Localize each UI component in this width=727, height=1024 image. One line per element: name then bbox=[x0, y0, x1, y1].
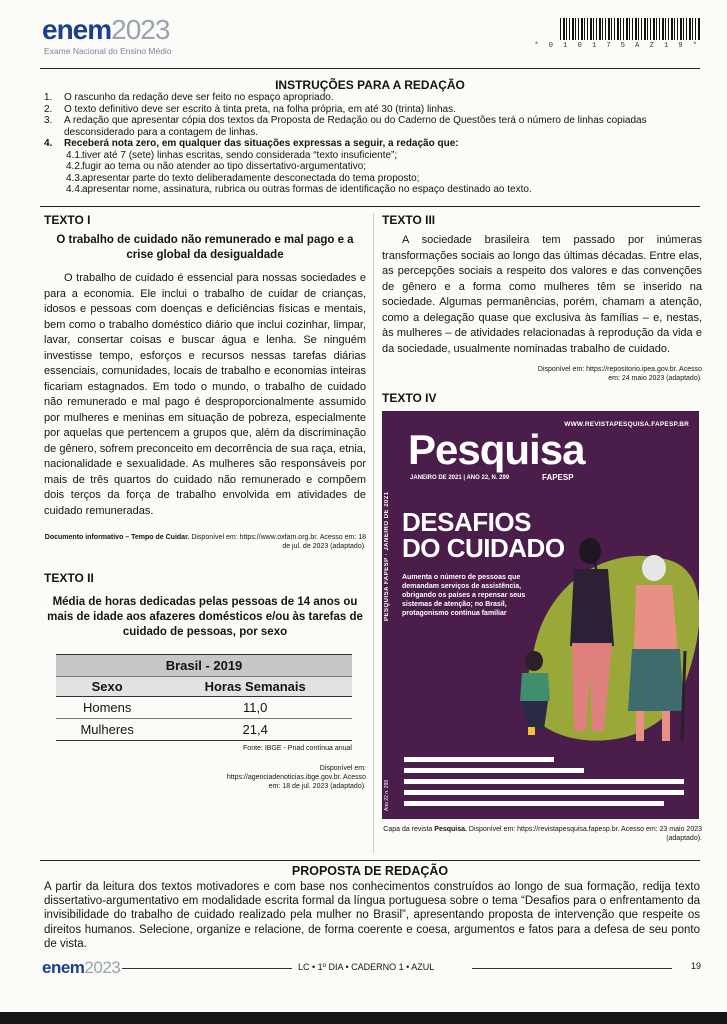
texto3-source: Disponível em: https://repositorio.ipea.gov.br. Acesso em: 24 maio 2023 (adaptado). bbox=[537, 366, 702, 382]
magazine-cover bbox=[382, 411, 699, 819]
right-column bbox=[382, 213, 702, 843]
texto3-label: TEXTO III bbox=[382, 213, 436, 227]
bottom-edge bbox=[0, 1012, 727, 1024]
instructions-title: INSTRUÇÕES PARA A REDAÇÃO bbox=[275, 78, 465, 92]
cover-website: WWW.REVISTAPESQUISA.FAPESP.BR bbox=[564, 421, 689, 428]
column-header-horas: Horas Semanais bbox=[158, 677, 352, 697]
cover-fapesp: FAPESP bbox=[542, 473, 574, 482]
cover-woman-head bbox=[579, 538, 601, 564]
instructions-rule bbox=[40, 206, 700, 207]
cover-woman-top bbox=[570, 569, 614, 646]
texto3-body: A sociedade brasileira tem passado por inúmeras transformações sociais ao longo das últimas décadas. Entre elas, as percepções sociais a respeito dos valores e das convenções de gênero e a forma como mulheres têm se inserido na sociedade. Algumas permanências, porém, chamam a atenção, como a delegação quase que exclusiva às famílias – e, nestas, às mulheres – de atividades relacionadas à reprodução da vida e da sociedade, usualmente nominadas trabalho de cuidado. bbox=[382, 234, 702, 355]
cover-elder-leg bbox=[662, 711, 670, 741]
cover-child-pants bbox=[522, 701, 548, 729]
page-number: 19 bbox=[690, 961, 701, 971]
cover-child-top bbox=[520, 673, 550, 701]
texto1-title: O trabalho de cuidado não remunerado e mal pago e a crise global da desigualdade bbox=[56, 234, 354, 261]
instruction-item: 2. O texto definitivo deve ser escrito à tinta preta, na folha própria, em até 30 (trinta) linhas. bbox=[44, 103, 456, 115]
proposal-rule bbox=[40, 860, 700, 861]
cell-sexo: Mulheres bbox=[56, 719, 158, 741]
cover-child-head bbox=[525, 651, 543, 671]
page-footer bbox=[40, 958, 705, 978]
cover-spine-text: PESQUISA FAPESP · JANEIRO DE 2021 bbox=[384, 491, 390, 621]
cover-elder-leg bbox=[636, 711, 644, 741]
proposal-title: PROPOSTA DE REDAÇÃO bbox=[291, 864, 449, 878]
table-source: Fonte: IBGE - Pnad contínua anual bbox=[243, 745, 352, 752]
texto1-label: TEXTO I bbox=[44, 213, 91, 227]
cover-elder-top bbox=[634, 585, 678, 651]
texto2-source: Disponível em: https://agenciadenoticias.ibge.gov.br. Acesso em: 18 de jul. 2023 (adaptado). bbox=[226, 765, 366, 790]
table-row bbox=[56, 697, 352, 719]
hours-table bbox=[56, 654, 352, 741]
left-column bbox=[44, 213, 366, 791]
instruction-subitem: 4.1. tiver até 7 (sete) linhas escritas, sendo considerada “texto insuficiente”; bbox=[66, 149, 398, 161]
footer-divider bbox=[472, 968, 672, 969]
cell-horas: 11,0 bbox=[158, 697, 352, 719]
cover-date: JANEIRO DE 2021 | ANO 22, N. 299 bbox=[410, 475, 510, 481]
instruction-item: 1. O rascunho da redação deve ser feito no espaço apropriado. bbox=[44, 92, 334, 103]
instruction-item: 4. Receberá nota zero, em qualquer das situações expressas a seguir, a redação que: bbox=[44, 138, 459, 149]
barcode bbox=[560, 18, 700, 40]
instructions-list bbox=[44, 92, 704, 196]
cell-horas: 21,4 bbox=[158, 719, 352, 741]
texto4-label: TEXTO IV bbox=[382, 391, 437, 405]
instruction-subitem: 4.2. fugir ao tema ou não atender ao tipo dissertativo-argumentativo; bbox=[66, 161, 367, 172]
footer-divider bbox=[122, 968, 292, 969]
proposal-text: A partir da leitura dos textos motivadores e com base nos conhecimentos construídos ao longo de sua formação, redija texto dissertativo-argumentativo em modalidade escrita formal da língua portuguesa sobre o tema “Desafios para o enfrentamento da invisibilidade do trabalho de cuidado realizado pela mulher no Brasil”, apresentando proposta de intervenção que respeite os direitos humanos. Selecione, organize e relacione, de forma coerente e coesa, argumentos e fatos para a defesa de seu ponto de vista. bbox=[44, 881, 700, 950]
texto1-body: O trabalho de cuidado é essencial para nossas sociedades e para a economia. Ele inclui o trabalho de cuidar de crianças, idosos e pessoas com doenças e deficiências físicas e mentais, bem como o trabalho doméstico diário que inclui cozinhar, limpar, lavar, consertar coisas e buscar água e lenha. Se ninguém investisse tempo, esforços e recursos nessas tarefas diárias essenciais, comunidades, locais de trabalho e economias inteiras ficariam estagnados. Em todo o mundo, o trabalho de cuidado não remunerado e mal pago é desproporcionalmente assumido por mulheres e meninas em situação de pobreza, especialmente por aquelas que pertencem a grupos que, além da discriminação de gênero, sofrem preconceito em decorrência de sua raça, etnia, nacionalidade e sexualidade. As mulheres são responsáveis por mais de três quartos do cuidado não remunerado e compõem dois terços da força de trabalho envolvida em atividades de cuidado remuneradas. bbox=[44, 272, 366, 517]
cell-sexo: Homens bbox=[56, 697, 158, 719]
cover-redacted-lines bbox=[404, 757, 684, 812]
texto2-title: Média de horas dedicadas pelas pessoas de 14 anos ou mais de idade aos afazeres domésticos e/ou às tarefas de cuidado de pessoas, por sexo bbox=[47, 596, 363, 638]
instruction-item: 3. A redação que apresentar cópia dos textos da Proposta de Redação ou do Caderno de Questões terá o número de linhas copiadas desconsiderado para a contagem de linhas. bbox=[44, 115, 647, 138]
top-rule bbox=[40, 68, 700, 69]
column-header-sexo: Sexo bbox=[56, 677, 158, 697]
barcode-number: * 0 1 0 1 7 5 A Z 1 9 * bbox=[534, 42, 700, 50]
cover-issue-code: Ano 22 n. 299 bbox=[384, 779, 390, 811]
cover-child-shoe bbox=[528, 727, 535, 735]
cover-headline: DESAFIOS DO CUIDADO bbox=[402, 507, 565, 563]
enem-logo: enem2023 bbox=[42, 14, 170, 45]
instruction-subitem: 4.4. apresentar nome, assinatura, rubrica ou outras formas de identificação no espaço destinado ao texto. bbox=[66, 184, 532, 195]
cover-logo: Pesquisa bbox=[408, 426, 585, 473]
footer-logo: enem2023 bbox=[42, 958, 121, 977]
table-caption: Brasil - 2019 bbox=[56, 655, 352, 677]
column-divider bbox=[373, 213, 374, 853]
instruction-subitem: 4.3. apresentar parte do texto deliberadamente desconectada do tema proposto; bbox=[66, 172, 420, 184]
footer-booklet-info: LC • 1º DIA • CADERNO 1 • AZUL bbox=[298, 962, 435, 972]
texto1-source: Documento informativo – Tempo de Cuidar. Disponível em: https://www.oxfam.org.br. Acesso em: 18 de jul. de 2023 (adaptado). bbox=[44, 534, 366, 550]
page-header bbox=[40, 16, 700, 64]
cover-elder-skirt bbox=[628, 649, 684, 711]
table-row bbox=[56, 719, 352, 741]
cover-caption: Capa da revista Pesquisa. Disponível em: https://revistapesquisa.fapesp.br. Acesso em: 23 maio 2023 (adaptado). bbox=[383, 826, 702, 842]
cover-blurb: Aumenta o número de pessoas que demandam serviços de assistência, obrigando os países a repensar seus sistemas de atenção; no Brasil, protagonismo continua familiar bbox=[402, 574, 526, 617]
texto2-label: TEXTO II bbox=[44, 571, 94, 585]
exam-subtitle: Exame Nacional do Ensino Médio bbox=[44, 46, 172, 56]
cover-elder-head bbox=[642, 555, 666, 581]
